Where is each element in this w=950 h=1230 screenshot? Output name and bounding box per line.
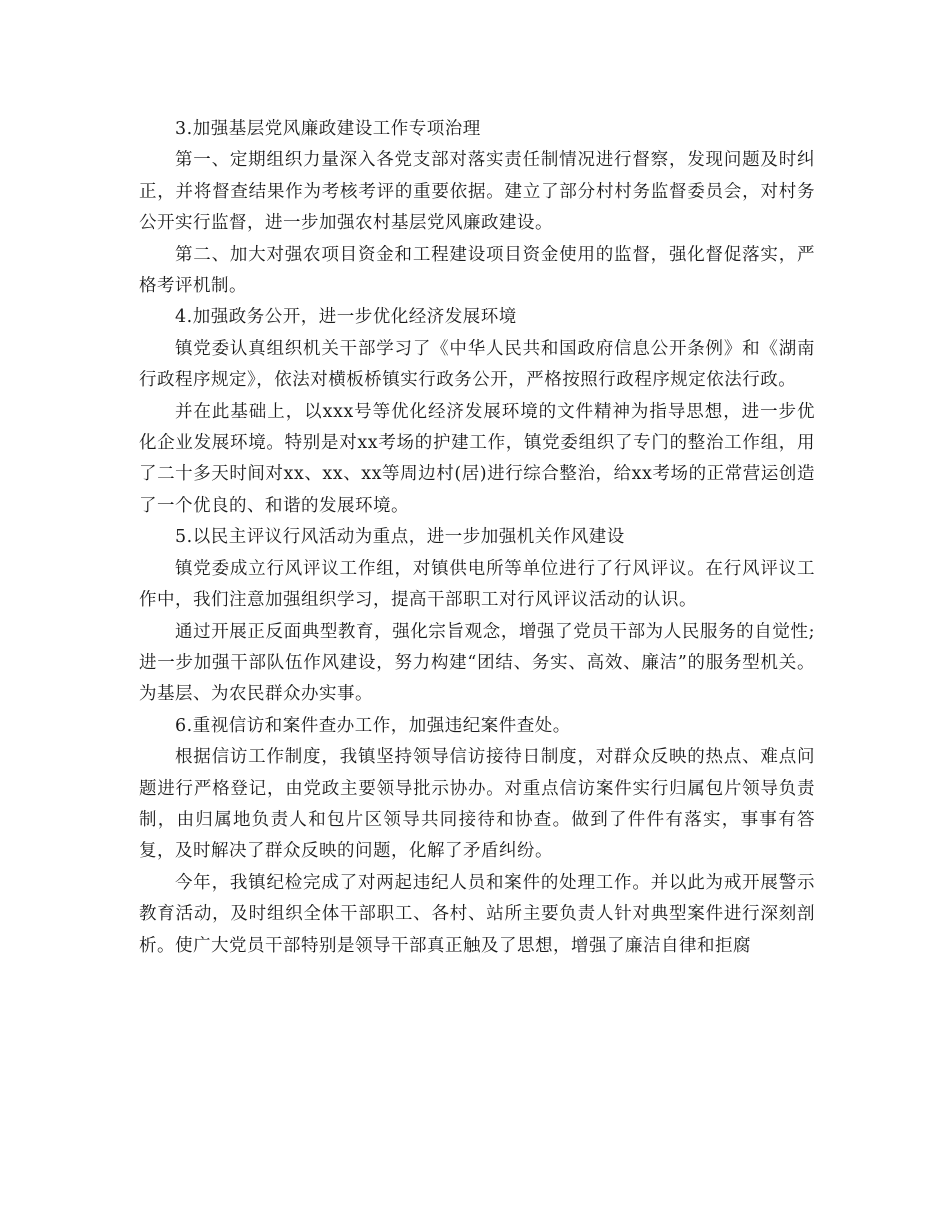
paragraph: 通过开展正反面典型教育，强化宗旨观念，增强了党员干部为人民服务的自觉性;进一步加强干部队伍作风建设，努力构建“团结、务实、高效、廉洁”的服务型机关。为基层、为农民群众办实事。 — [139, 621, 815, 705]
section-heading-4: 4.加强政务公开，进一步优化经济发展环境 — [175, 307, 517, 328]
paragraph: 根据信访工作制度，我镇坚持领导信访接待日制度，对群众反映的热点、难点问题进行严格登记，由党政主要领导批示协办。对重点信访案件实行归属包片领导负责制，由归属地负责人和包片区领导共同接待和协查。做到了件件有落实，事事有答复，及时解决了群众反映的问题，化解了矛盾纠纷。 — [139, 747, 815, 862]
paragraph: 镇党委认真组织机关干部学习了《中华人民共和国政府信息公开条例》和《湖南行政程序规定》，依法对横板桥镇实行政务公开，严格按照行政程序规定依法行政。 — [139, 338, 815, 391]
document-body — [139, 114, 815, 962]
paragraph: 第一、定期组织力量深入各党支部对落实责任制情况进行督察，发现问题及时纠正，并将督查结果作为考核考评的重要依据。建立了部分村村务监督委员会，对村务公开实行监督，进一步加强农村基层党风廉政建设。 — [139, 150, 815, 234]
section-heading-6: 6.重视信访和案件查办工作，加强违纪案件查处。 — [175, 715, 571, 736]
paragraph: 并在此基础上，以xxx号等优化经济发展环境的文件精神为指导思想，进一步优化企业发展环境。特别是对xx考场的护建工作，镇党委组织了专门的整治工作组，用了二十多天时间对xx、xx、xx等周边村(居)进行综合整治，给xx考场的正常营运创造了一个优良的、和谐的发展环境。 — [139, 401, 815, 516]
section-heading-3: 3.加强基层党风廉政建设工作专项治理 — [175, 119, 481, 139]
paragraph: 第二、加大对强农项目资金和工程建设项目资金使用的监督，强化督促落实，严格考评机制。 — [139, 244, 815, 297]
paragraph: 今年，我镇纪检完成了对两起违纪人员和案件的处理工作。并以此为戒开展警示教育活动，及时组织全体干部职工、各村、站所主要负责人针对典型案件进行深刻剖析。使广大党员干部特别是领导干部真正触及了思想，增强了廉洁自律和拒腐 — [139, 872, 815, 956]
section-heading-5: 5.以民主评议行风活动为重点，进一步加强机关作风建设 — [175, 527, 625, 548]
paragraph: 镇党委成立行风评议工作组，对镇供电所等单位进行了行风评议。在行风评议工作中，我们注意加强组织学习，提高干部职工对行风评议活动的认识。 — [139, 558, 815, 611]
